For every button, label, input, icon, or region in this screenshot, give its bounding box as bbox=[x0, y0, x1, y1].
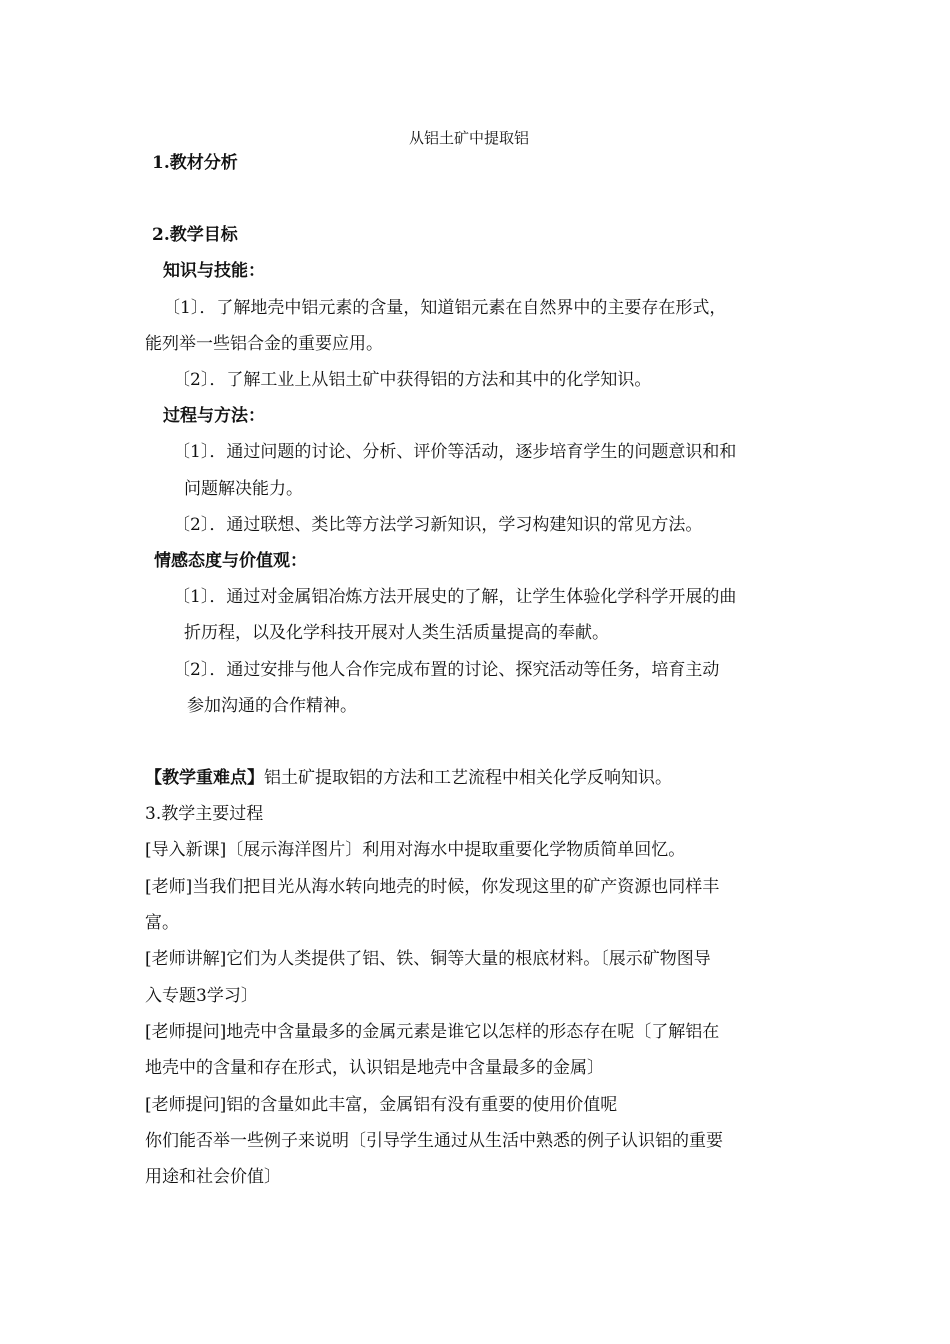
emotion-item-2-line-2: 参加沟通的合作精神。 bbox=[187, 696, 357, 716]
section-heading-textbook-analysis: 1.教材分析 bbox=[152, 153, 238, 173]
emotion-item-1-line-1: 〔1〕．通过对金属铝冶炼方法开展史的了解，让学生体验化学科学开展的曲 bbox=[173, 587, 737, 607]
process-step-explain-line-1: [老师讲解]它们为人类提供了铝、铁、铜等大量的根底材料。〔展示矿物图导 bbox=[145, 949, 711, 969]
emotion-item-2-line-1: 〔2〕．通过安排与他人合作完成布置的讨论、探究活动等任务，培育主动 bbox=[173, 660, 720, 680]
process-step-explain-line-2: 入专题3学习〕 bbox=[145, 986, 258, 1006]
process-step-question-2: [老师提问]铝的含量如此丰富，金属铝有没有重要的使用价值呢 bbox=[145, 1095, 618, 1115]
key-points-paragraph bbox=[145, 767, 672, 789]
section-heading-teaching-goals: 2.教学目标 bbox=[152, 225, 238, 245]
knowledge-item-2: 〔2〕．了解工业上从铝土矿中获得铝的方法和其中的化学知识。 bbox=[173, 370, 652, 390]
process-step-teacher-line-2: 富。 bbox=[145, 913, 179, 933]
process-step-examples-line-1: 你们能否举一些例子来说明〔引导学生通过从生活中熟悉的例子认识铝的重要 bbox=[145, 1131, 723, 1151]
subheading-process-methods: 过程与方法： bbox=[163, 406, 265, 426]
subheading-emotion-values: 情感态度与价值观： bbox=[154, 551, 307, 571]
process-step-examples-line-2: 用途和社会价值〕 bbox=[145, 1167, 281, 1187]
process-item-2: 〔2〕．通过联想、类比等方法学习新知识，学习构建知识的常见方法。 bbox=[173, 515, 703, 535]
section-heading-teaching-process: 3.教学主要过程 bbox=[145, 804, 264, 824]
key-points-label: 【教学重难点】 bbox=[145, 768, 264, 788]
key-points-text: 铝土矿提取铝的方法和工艺流程中相关化学反响知识。 bbox=[264, 768, 672, 788]
process-item-1-line-2: 问题解决能力。 bbox=[184, 479, 303, 499]
knowledge-item-1-line-2: 能列举一些铝合金的重要应用。 bbox=[145, 334, 383, 354]
subheading-knowledge-skills: 知识与技能： bbox=[163, 261, 265, 281]
process-step-question-1-line-2: 地壳中的含量和存在形式，认识铝是地壳中含量最多的金属〕 bbox=[145, 1058, 604, 1078]
process-step-teacher-line-1: [老师]当我们把目光从海水转向地壳的时候，你发现这里的矿产资源也同样丰 bbox=[145, 877, 720, 897]
process-item-1-line-1: 〔1〕．通过问题的讨论、分析、评价等活动，逐步培育学生的问题意识和和 bbox=[173, 442, 737, 462]
process-step-question-1-line-1: [老师提问]地壳中含量最多的金属元素是谁它以怎样的形态存在呢〔了解铝在 bbox=[145, 1022, 720, 1042]
knowledge-item-1-line-1: 〔1〕．了解地壳中铝元素的含量，知道铝元素在自然界中的主要存在形式， bbox=[163, 298, 727, 318]
process-step-intro: [导入新课]〔展示海洋图片〕利用对海水中提取重要化学物质简单回忆。 bbox=[145, 840, 686, 860]
document-title: 从铝土矿中提取铝 bbox=[409, 129, 530, 147]
emotion-item-1-line-2: 折历程，以及化学科技开展对人类生活质量提高的奉献。 bbox=[184, 623, 609, 643]
